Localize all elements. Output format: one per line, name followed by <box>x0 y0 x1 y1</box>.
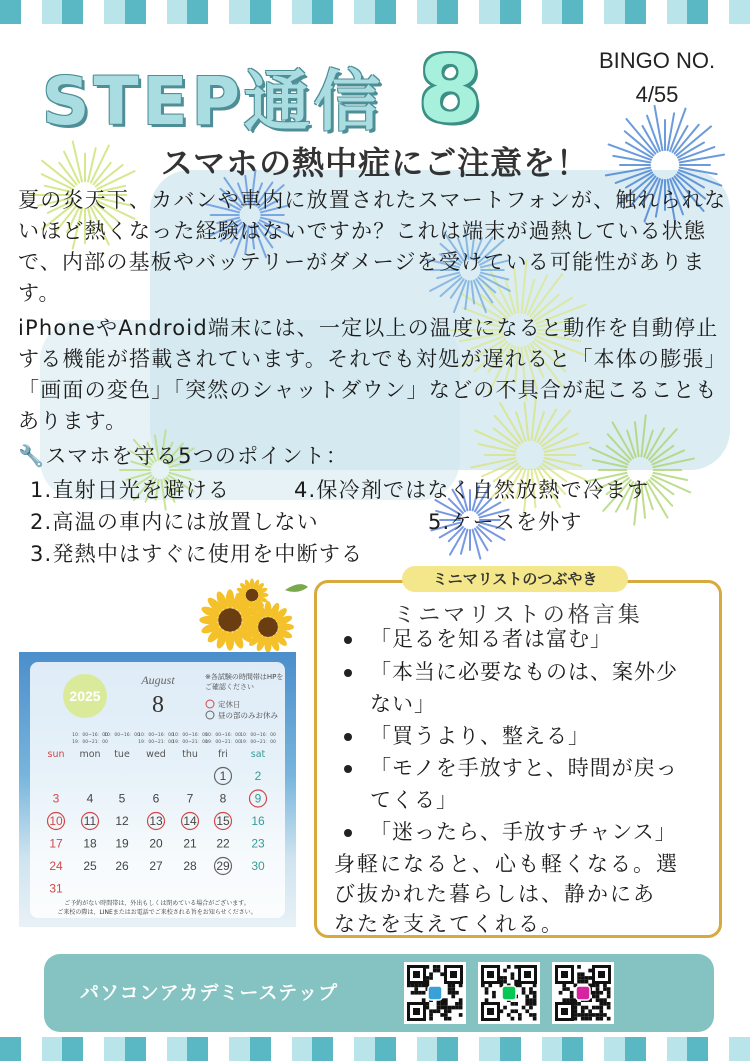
checker-square <box>292 1037 313 1061</box>
closing-line: なたを支えてくれる。 <box>334 912 564 936</box>
calendar-day: 16 <box>251 814 265 828</box>
school-name: パソコンアカデミーステップ <box>80 982 339 1004</box>
legend-marker <box>206 700 214 708</box>
weekday-label: thu <box>182 749 198 760</box>
calendar-day: 9 <box>254 791 262 806</box>
minimalist-title: ミニマリストの格言集 <box>393 603 643 628</box>
checker-square <box>708 1037 729 1061</box>
calendar-day: 18 <box>83 836 97 851</box>
calendar-day: 11 <box>83 814 97 828</box>
checker-square <box>250 1037 271 1061</box>
quote-continuation: てくる」 <box>370 788 458 812</box>
wrench-icon: 🔧 <box>18 444 46 468</box>
newsletter-title: STEP通信 <box>42 63 385 140</box>
checker-square <box>583 1037 604 1061</box>
calendar-day: 22 <box>216 836 230 851</box>
qr-center-logo-icon <box>502 986 516 1000</box>
bingo-label: BINGO NO. <box>598 48 716 73</box>
calendar-year: 2025 <box>69 688 101 704</box>
checker-square <box>646 1037 667 1061</box>
weekday-label: mon <box>79 749 101 760</box>
footer-bar <box>44 954 714 1032</box>
checker-square <box>417 1037 438 1061</box>
calendar-footer-note: ご来校の際は、LINEまたはお電話でご来校される旨をお知らせください。 <box>57 909 257 916</box>
weekday-label: tue <box>114 749 130 760</box>
quote-item <box>344 818 677 847</box>
quote-continuation: ない」 <box>370 692 436 716</box>
time-slot: 19：00~21：00 <box>205 740 241 745</box>
checker-square <box>187 1037 208 1061</box>
article-paragraph-2: iPhoneやAndroid端末には、一定以上の温度になると動作を自動停止する機能が搭載されています。それでも対処が遅れると「本体の膨張」「画面の変色」「突然のシャットダウン」などの不具合が起こることもあります。 <box>18 316 727 433</box>
checker-square <box>729 1037 750 1061</box>
bullet-icon <box>344 733 352 741</box>
quote-item <box>344 754 678 783</box>
time-slot: 10：00~16：00 <box>205 733 241 738</box>
checker-square <box>479 1037 500 1061</box>
weekday-label: sun <box>47 749 65 760</box>
bullet-icon <box>344 636 352 644</box>
checker-square <box>62 1037 83 1061</box>
checker-square <box>83 1037 104 1061</box>
bottom-decorative-border <box>0 1037 750 1061</box>
calendar-footer-note: ご予約がない時間帯は、外出もしくは閉めている場合がございます。 <box>64 900 250 907</box>
calendar-month-number: 8 <box>152 692 164 718</box>
point-item: 4.保冷剤ではなく自然放熱で冷ます <box>294 478 650 502</box>
checker-square <box>625 1037 646 1061</box>
calendar-day: 13 <box>149 814 163 828</box>
checker-square <box>125 1037 146 1061</box>
checker-square <box>167 1037 188 1061</box>
checker-square <box>146 1037 167 1061</box>
calendar-day: 27 <box>149 859 163 873</box>
time-slot: 10：00~16：00 <box>240 733 276 738</box>
bingo-number <box>572 44 742 112</box>
checker-square <box>500 1037 521 1061</box>
calendar-day: 6 <box>152 791 160 806</box>
issue-number: 8 <box>418 36 483 143</box>
calendar-day: 1 <box>219 769 227 783</box>
minimalist-tag: ミニマリストのつぶやき <box>402 566 628 592</box>
legend-label: 定休日 <box>218 700 241 709</box>
calendar-day: 25 <box>83 859 97 873</box>
checker-square <box>104 1037 125 1061</box>
checker-square <box>312 1037 333 1061</box>
calendar-day: 10 <box>49 814 63 828</box>
checker-square <box>354 1037 375 1061</box>
calendar-day: 30 <box>251 859 265 873</box>
point-item: 1.直射日光を避ける <box>30 478 231 502</box>
closing-line: び抜かれた暮らしは、静かにあ <box>334 882 656 906</box>
qr-code-web[interactable] <box>404 962 466 1024</box>
calendar-day: 29 <box>216 859 230 873</box>
calendar-day: 2 <box>254 769 262 783</box>
calendar-day: 3 <box>52 791 60 806</box>
time-slot: 19：00~21：00 <box>138 740 174 745</box>
checker-square <box>271 1037 292 1061</box>
checker-square <box>396 1037 417 1061</box>
checker-square <box>562 1037 583 1061</box>
calendar-day: 7 <box>186 791 194 806</box>
quote-text: 「足るを知る者は富む」 <box>370 627 612 651</box>
sunflower-icon <box>235 578 268 611</box>
checker-square <box>542 1037 563 1061</box>
calendar-card <box>30 662 285 918</box>
calendar-notice: ご確認ください <box>205 683 254 691</box>
calendar-day: 28 <box>183 859 197 873</box>
quote-text: 「モノを手放すと、時間が戻っ <box>370 756 678 780</box>
checker-square <box>21 1037 42 1061</box>
legend-label: 昼の部のみお休み <box>218 711 278 720</box>
calendar-day: 31 <box>49 881 63 896</box>
calendar-day: 12 <box>115 814 129 828</box>
calendar-day: 8 <box>219 791 227 806</box>
qr-code-line[interactable] <box>478 962 540 1024</box>
qr-center-logo-icon <box>428 986 442 1000</box>
calendar-day: 20 <box>149 836 163 851</box>
calendar-day: 5 <box>118 791 126 806</box>
qr-code-instagram[interactable] <box>552 962 614 1024</box>
checker-square <box>42 1037 63 1061</box>
quote-text: 「買うより、整える」 <box>370 724 590 748</box>
calendar-day: 26 <box>115 859 129 873</box>
bullet-icon <box>344 765 352 773</box>
calendar-day: 19 <box>115 836 129 851</box>
calendar-day: 15 <box>216 814 230 828</box>
checker-square <box>375 1037 396 1061</box>
time-slot: 10：00~16：00 <box>172 733 208 738</box>
calendar-grid <box>30 662 285 918</box>
time-slot: 10：00~16：00 <box>72 733 108 738</box>
checker-square <box>437 1037 458 1061</box>
time-slot: 19：00~21：00 <box>72 740 108 745</box>
bingo-value: 4/55 <box>635 82 679 107</box>
checker-square <box>667 1037 688 1061</box>
quote-item <box>344 722 590 751</box>
quote-item <box>344 658 678 687</box>
checker-square <box>521 1037 542 1061</box>
checker-square <box>458 1037 479 1061</box>
sunflower-icon <box>242 601 294 653</box>
time-slot: 19：00~21：00 <box>172 740 208 745</box>
checker-square <box>229 1037 250 1061</box>
calendar-day: 17 <box>49 836 63 851</box>
calendar-day: 23 <box>251 836 265 851</box>
time-slot: 10：00~16：00 <box>138 733 174 738</box>
point-item: 5.ケースを外す <box>428 510 583 534</box>
points-heading-text: スマホを守る5つのポイント： <box>45 444 349 468</box>
qr-center-logo-icon <box>576 986 590 1000</box>
weekday-label: wed <box>146 749 166 760</box>
time-slot: 10：00~16：00 <box>104 733 140 738</box>
time-slot: 19：00~21：00 <box>240 740 276 745</box>
leaf-icon <box>285 584 308 592</box>
article-paragraph-1: 夏の炎天下、カバンや車内に放置されたスマートフォンが、触れられないほど熱くなった経験はないですか？これは端末が過熱している状態で、内部の基板やバッテリーがダメージを受けている可能性があります。 <box>18 188 727 305</box>
weekday-label: fri <box>218 749 228 760</box>
calendar-month-name: August <box>141 673 175 687</box>
bullet-icon <box>344 829 352 837</box>
checker-square <box>333 1037 354 1061</box>
quote-text: 「迷ったら、手放すチャンス」 <box>370 820 677 844</box>
checker-square <box>687 1037 708 1061</box>
points-heading <box>18 440 348 470</box>
calendar-day: 21 <box>183 836 197 851</box>
bullet-icon <box>344 669 352 677</box>
point-item: 3.発熱中はすぐに使用を中断する <box>30 542 364 566</box>
legend-marker <box>206 711 214 719</box>
calendar-notice: ※各試験の時間帯はHPを <box>205 673 284 681</box>
checker-square <box>604 1037 625 1061</box>
calendar-day: 14 <box>183 814 197 828</box>
calendar-day: 4 <box>86 791 94 806</box>
weekday-label: sat <box>250 749 266 760</box>
checker-square <box>0 1037 21 1061</box>
closing-line: 身軽になると、心も軽くなる。選 <box>334 852 679 876</box>
calendar-day: 24 <box>49 859 63 873</box>
article-headline: スマホの熱中症にご注意を！ <box>160 144 590 182</box>
point-item: 2.高温の車内には放置しない <box>30 510 319 534</box>
calendar-image <box>19 652 296 927</box>
quote-item <box>344 625 612 654</box>
quote-text: 「本当に必要なものは、案外少 <box>370 660 678 684</box>
checker-square <box>208 1037 229 1061</box>
